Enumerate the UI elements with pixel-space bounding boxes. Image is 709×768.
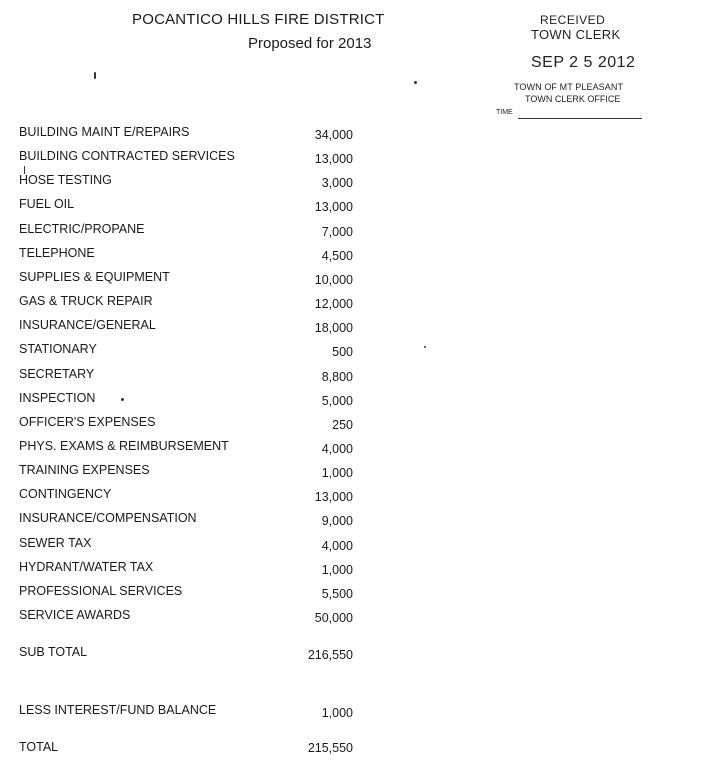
expense-item-amount: 12,000	[314, 297, 353, 312]
expense-item-amount: 4,000	[321, 441, 353, 456]
expense-item-name: BUILDING MAINT E/REPAIRS	[19, 125, 190, 139]
expense-item-name: TRAINING EXPENSES	[19, 463, 150, 478]
stamp-time-label: TIME	[496, 109, 513, 116]
expense-item-name: GAS & TRUCK REPAIR	[19, 294, 153, 309]
expense-item-name: SUPPLIES & EQUIPMENT	[19, 269, 170, 284]
expense-item-amount: 13,000	[314, 200, 353, 215]
expense-item-name: PROFESSIONAL SERVICES	[19, 583, 183, 598]
stamp-date: SEP 2 5 2012	[531, 54, 636, 71]
subtotal-label: SUB TOTAL	[19, 645, 88, 659]
stamp-town-clerk: TOWN CLERK	[531, 27, 621, 42]
total-amount: 215,550	[307, 741, 353, 755]
expense-item-amount: 13,000	[314, 490, 353, 505]
expense-item-name: HOSE TESTING	[19, 173, 112, 188]
stamp-time-line	[518, 118, 642, 119]
expense-item-amount: 34,000	[314, 128, 353, 142]
expense-item-name: FUEL OIL	[19, 197, 75, 212]
expense-item-amount: 1,000	[321, 466, 353, 481]
expense-item-amount: 13,000	[314, 152, 353, 167]
expense-item-amount: 8,800	[321, 369, 353, 384]
expense-item-amount: 250	[332, 417, 353, 432]
scan-speck	[94, 72, 96, 79]
expense-item-name: INSURANCE/COMPENSATION	[19, 511, 197, 526]
expense-item-amount: 18,000	[314, 321, 353, 336]
less-amount: 1,000	[321, 706, 353, 720]
expense-item-name: INSPECTION	[19, 390, 96, 405]
expense-item-amount: 5,500	[321, 586, 353, 601]
expense-item-name: PHYS. EXAMS & REIMBURSEMENT	[19, 438, 229, 453]
stamp-town: TOWN OF MT PLEASANT	[514, 82, 624, 92]
expense-item-amount: 5,000	[321, 393, 353, 408]
subtotal-amount: 216,550	[307, 648, 353, 662]
expense-item-name: CONTINGENCY	[19, 487, 112, 502]
stamp-office: TOWN CLERK OFFICE	[525, 94, 621, 104]
total-label: TOTAL	[19, 740, 59, 754]
expense-item-name: STATIONARY	[19, 342, 97, 357]
stamp-received: RECEIVED	[540, 13, 606, 27]
expense-item-amount: 10,000	[314, 272, 353, 287]
document-subtitle: Proposed for 2013	[248, 35, 372, 52]
expense-item-amount: 50,000	[314, 611, 353, 625]
expense-item-amount: 4,500	[321, 248, 353, 263]
scan-speck	[414, 81, 417, 84]
expense-item-name: SECRETARY	[19, 366, 95, 381]
expense-item-amount: 9,000	[321, 514, 353, 529]
document-title: POCANTICO HILLS FIRE DISTRICT	[132, 11, 385, 28]
expense-item-name: SERVICE AWARDS	[19, 608, 131, 622]
expense-item-amount: 3,000	[321, 176, 353, 191]
expense-item-amount: 500	[332, 345, 353, 360]
less-label: LESS INTEREST/FUND BALANCE	[19, 703, 217, 717]
expense-item-name: ELECTRIC/PROPANE	[19, 221, 145, 236]
expense-item-name: INSURANCE/GENERAL	[19, 318, 156, 333]
expense-item-name: OFFICER'S EXPENSES	[19, 414, 156, 429]
expense-item-name: SEWER TAX	[19, 535, 92, 550]
expense-item-amount: 1,000	[321, 562, 353, 577]
expense-item-name: TELEPHONE	[19, 245, 95, 260]
expense-item-name: HYDRANT/WATER TAX	[19, 559, 154, 574]
expense-item-name: BUILDING CONTRACTED SERVICES	[19, 149, 235, 164]
scan-speck	[424, 346, 426, 348]
scan-speck	[121, 398, 124, 401]
expense-item-amount: 4,000	[321, 538, 353, 553]
expense-item-amount: 7,000	[321, 224, 353, 239]
